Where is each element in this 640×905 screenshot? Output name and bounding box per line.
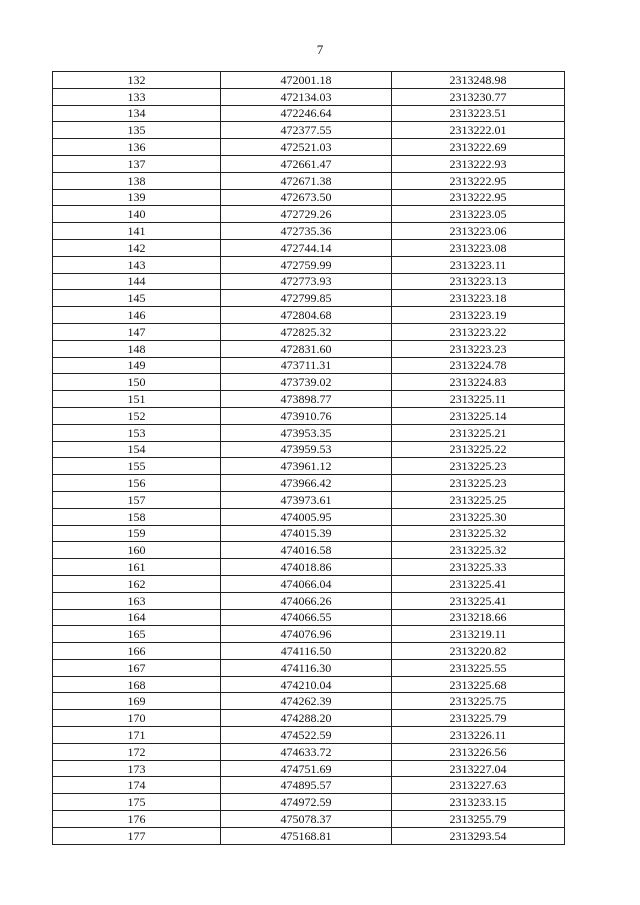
- point-number-cell: 137: [53, 155, 221, 172]
- y-coordinate-cell: 2313223.51: [392, 105, 565, 122]
- table-row: [53, 105, 565, 122]
- table-row: [53, 155, 565, 172]
- y-coordinate-cell: 2313223.22: [392, 323, 565, 340]
- point-number-cell: 155: [53, 458, 221, 475]
- point-number-cell: 142: [53, 239, 221, 256]
- x-coordinate-cell: 472661.47: [221, 155, 392, 172]
- table-row: [53, 424, 565, 441]
- point-number-cell: 150: [53, 374, 221, 391]
- y-coordinate-cell: 2313225.32: [392, 525, 565, 542]
- point-number-cell: 148: [53, 340, 221, 357]
- x-coordinate-cell: 474005.95: [221, 508, 392, 525]
- y-coordinate-cell: 2313223.18: [392, 290, 565, 307]
- y-coordinate-cell: 2313223.08: [392, 239, 565, 256]
- y-coordinate-cell: 2313293.54: [392, 827, 565, 844]
- table-row: [53, 710, 565, 727]
- x-coordinate-cell: 474972.59: [221, 794, 392, 811]
- point-number-cell: 154: [53, 441, 221, 458]
- x-coordinate-cell: 472377.55: [221, 122, 392, 139]
- y-coordinate-cell: 2313225.23: [392, 458, 565, 475]
- table-row: [53, 508, 565, 525]
- table-row: [53, 72, 565, 89]
- table-row: [53, 307, 565, 324]
- x-coordinate-cell: 474116.30: [221, 659, 392, 676]
- x-coordinate-cell: 475168.81: [221, 827, 392, 844]
- table-row: [53, 357, 565, 374]
- y-coordinate-cell: 2313222.01: [392, 122, 565, 139]
- table-row: [53, 643, 565, 660]
- x-coordinate-cell: 474751.69: [221, 760, 392, 777]
- y-coordinate-cell: 2313223.11: [392, 256, 565, 273]
- point-number-cell: 169: [53, 693, 221, 710]
- y-coordinate-cell: 2313219.11: [392, 626, 565, 643]
- point-number-cell: 136: [53, 139, 221, 156]
- table-row: [53, 256, 565, 273]
- y-coordinate-cell: 2313225.21: [392, 424, 565, 441]
- point-number-cell: 175: [53, 794, 221, 811]
- x-coordinate-cell: 473973.61: [221, 491, 392, 508]
- point-number-cell: 173: [53, 760, 221, 777]
- point-number-cell: 166: [53, 643, 221, 660]
- table-row: [53, 323, 565, 340]
- y-coordinate-cell: 2313225.75: [392, 693, 565, 710]
- point-number-cell: 177: [53, 827, 221, 844]
- y-coordinate-cell: 2313223.06: [392, 223, 565, 240]
- x-coordinate-cell: 474288.20: [221, 710, 392, 727]
- y-coordinate-cell: 2313225.55: [392, 659, 565, 676]
- x-coordinate-cell: 473953.35: [221, 424, 392, 441]
- point-number-cell: 171: [53, 727, 221, 744]
- x-coordinate-cell: 474210.04: [221, 676, 392, 693]
- x-coordinate-cell: 472804.68: [221, 307, 392, 324]
- table-row: [53, 491, 565, 508]
- y-coordinate-cell: 2313225.41: [392, 592, 565, 609]
- point-number-cell: 163: [53, 592, 221, 609]
- y-coordinate-cell: 2313218.66: [392, 609, 565, 626]
- point-number-cell: 143: [53, 256, 221, 273]
- table-row: [53, 727, 565, 744]
- point-number-cell: 156: [53, 475, 221, 492]
- table-row: [53, 223, 565, 240]
- y-coordinate-cell: 2313255.79: [392, 811, 565, 828]
- table-row: [53, 777, 565, 794]
- x-coordinate-cell: 473961.12: [221, 458, 392, 475]
- y-coordinate-cell: 2313225.79: [392, 710, 565, 727]
- table-row: [53, 88, 565, 105]
- x-coordinate-cell: 475078.37: [221, 811, 392, 828]
- x-coordinate-cell: 472671.38: [221, 172, 392, 189]
- table-row: [53, 811, 565, 828]
- x-coordinate-cell: 473910.76: [221, 407, 392, 424]
- point-number-cell: 162: [53, 575, 221, 592]
- table-row: [53, 475, 565, 492]
- point-number-cell: 158: [53, 508, 221, 525]
- point-number-cell: 134: [53, 105, 221, 122]
- x-coordinate-cell: 474066.26: [221, 592, 392, 609]
- y-coordinate-cell: 2313224.78: [392, 357, 565, 374]
- table-row: [53, 592, 565, 609]
- table-row: [53, 525, 565, 542]
- x-coordinate-cell: 474895.57: [221, 777, 392, 794]
- x-coordinate-cell: 474016.58: [221, 542, 392, 559]
- point-number-cell: 176: [53, 811, 221, 828]
- point-number-cell: 160: [53, 542, 221, 559]
- y-coordinate-cell: 2313226.11: [392, 727, 565, 744]
- y-coordinate-cell: 2313222.93: [392, 155, 565, 172]
- y-coordinate-cell: 2313225.68: [392, 676, 565, 693]
- x-coordinate-cell: 473739.02: [221, 374, 392, 391]
- x-coordinate-cell: 474066.04: [221, 575, 392, 592]
- table-row: [53, 609, 565, 626]
- table-row: [53, 374, 565, 391]
- x-coordinate-cell: 472521.03: [221, 139, 392, 156]
- point-number-cell: 151: [53, 391, 221, 408]
- x-coordinate-cell: 474066.55: [221, 609, 392, 626]
- y-coordinate-cell: 2313227.63: [392, 777, 565, 794]
- point-number-cell: 139: [53, 189, 221, 206]
- y-coordinate-cell: 2313225.32: [392, 542, 565, 559]
- y-coordinate-cell: 2313225.30: [392, 508, 565, 525]
- x-coordinate-cell: 472246.64: [221, 105, 392, 122]
- y-coordinate-cell: 2313222.95: [392, 189, 565, 206]
- y-coordinate-cell: 2313248.98: [392, 72, 565, 89]
- y-coordinate-cell: 2313223.13: [392, 273, 565, 290]
- point-number-cell: 146: [53, 307, 221, 324]
- table-row: [53, 542, 565, 559]
- x-coordinate-cell: 472773.93: [221, 273, 392, 290]
- coordinates-table: [52, 71, 565, 845]
- table-row: [53, 391, 565, 408]
- x-coordinate-cell: 472729.26: [221, 206, 392, 223]
- x-coordinate-cell: 474262.39: [221, 693, 392, 710]
- point-number-cell: 138: [53, 172, 221, 189]
- x-coordinate-cell: 474522.59: [221, 727, 392, 744]
- y-coordinate-cell: 2313233.15: [392, 794, 565, 811]
- point-number-cell: 161: [53, 559, 221, 576]
- x-coordinate-cell: 472831.60: [221, 340, 392, 357]
- point-number-cell: 152: [53, 407, 221, 424]
- page-number: 7: [316, 42, 324, 57]
- y-coordinate-cell: 2313225.11: [392, 391, 565, 408]
- x-coordinate-cell: 472673.50: [221, 189, 392, 206]
- y-coordinate-cell: 2313223.23: [392, 340, 565, 357]
- x-coordinate-cell: 474633.72: [221, 743, 392, 760]
- x-coordinate-cell: 472799.85: [221, 290, 392, 307]
- y-coordinate-cell: 2313225.23: [392, 475, 565, 492]
- table-row: [53, 659, 565, 676]
- table-row: [53, 760, 565, 777]
- point-number-cell: 174: [53, 777, 221, 794]
- table-row: [53, 139, 565, 156]
- x-coordinate-cell: 472759.99: [221, 256, 392, 273]
- x-coordinate-cell: 474076.96: [221, 626, 392, 643]
- table-row: [53, 122, 565, 139]
- table-row: [53, 559, 565, 576]
- table-row: [53, 743, 565, 760]
- y-coordinate-cell: 2313220.82: [392, 643, 565, 660]
- point-number-cell: 172: [53, 743, 221, 760]
- point-number-cell: 167: [53, 659, 221, 676]
- point-number-cell: 149: [53, 357, 221, 374]
- point-number-cell: 170: [53, 710, 221, 727]
- table-row: [53, 458, 565, 475]
- y-coordinate-cell: 2313225.22: [392, 441, 565, 458]
- point-number-cell: 165: [53, 626, 221, 643]
- x-coordinate-cell: 474015.39: [221, 525, 392, 542]
- y-coordinate-cell: 2313222.95: [392, 172, 565, 189]
- table-row: [53, 575, 565, 592]
- y-coordinate-cell: 2313225.25: [392, 491, 565, 508]
- table-row: [53, 676, 565, 693]
- point-number-cell: 132: [53, 72, 221, 89]
- x-coordinate-cell: 472001.18: [221, 72, 392, 89]
- table-row: [53, 172, 565, 189]
- table-row: [53, 290, 565, 307]
- x-coordinate-cell: 474116.50: [221, 643, 392, 660]
- table-row: [53, 441, 565, 458]
- y-coordinate-cell: 2313224.83: [392, 374, 565, 391]
- point-number-cell: 144: [53, 273, 221, 290]
- point-number-cell: 159: [53, 525, 221, 542]
- x-coordinate-cell: 472735.36: [221, 223, 392, 240]
- table-row: [53, 827, 565, 844]
- y-coordinate-cell: 2313225.41: [392, 575, 565, 592]
- x-coordinate-cell: 472134.03: [221, 88, 392, 105]
- y-coordinate-cell: 2313225.33: [392, 559, 565, 576]
- x-coordinate-cell: 473966.42: [221, 475, 392, 492]
- point-number-cell: 168: [53, 676, 221, 693]
- table-row: [53, 794, 565, 811]
- table-row: [53, 189, 565, 206]
- y-coordinate-cell: 2313226.56: [392, 743, 565, 760]
- y-coordinate-cell: 2313223.05: [392, 206, 565, 223]
- x-coordinate-cell: 472744.14: [221, 239, 392, 256]
- table-body: [53, 72, 565, 845]
- table-row: [53, 626, 565, 643]
- y-coordinate-cell: 2313225.14: [392, 407, 565, 424]
- point-number-cell: 164: [53, 609, 221, 626]
- point-number-cell: 145: [53, 290, 221, 307]
- x-coordinate-cell: 473711.31: [221, 357, 392, 374]
- point-number-cell: 147: [53, 323, 221, 340]
- x-coordinate-cell: 474018.86: [221, 559, 392, 576]
- point-number-cell: 153: [53, 424, 221, 441]
- x-coordinate-cell: 473898.77: [221, 391, 392, 408]
- x-coordinate-cell: 472825.32: [221, 323, 392, 340]
- point-number-cell: 140: [53, 206, 221, 223]
- table-row: [53, 206, 565, 223]
- point-number-cell: 157: [53, 491, 221, 508]
- y-coordinate-cell: 2313223.19: [392, 307, 565, 324]
- y-coordinate-cell: 2313222.69: [392, 139, 565, 156]
- y-coordinate-cell: 2313230.77: [392, 88, 565, 105]
- table-row: [53, 273, 565, 290]
- table-row: [53, 407, 565, 424]
- x-coordinate-cell: 473959.53: [221, 441, 392, 458]
- point-number-cell: 135: [53, 122, 221, 139]
- table-row: [53, 239, 565, 256]
- table-row: [53, 340, 565, 357]
- table-row: [53, 693, 565, 710]
- y-coordinate-cell: 2313227.04: [392, 760, 565, 777]
- point-number-cell: 133: [53, 88, 221, 105]
- point-number-cell: 141: [53, 223, 221, 240]
